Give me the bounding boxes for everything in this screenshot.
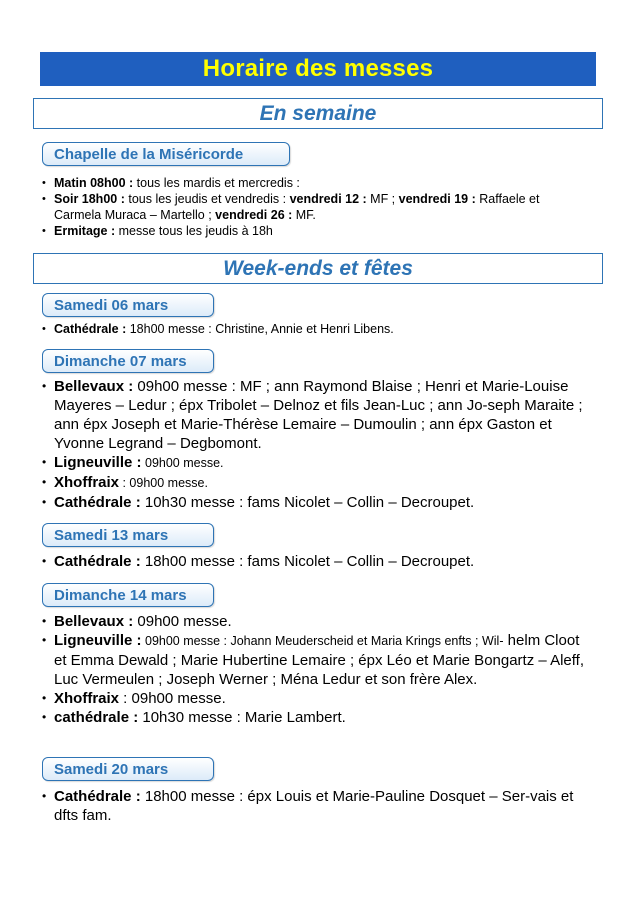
list-item: • Bellevaux : 09h00 messe. <box>42 612 590 631</box>
page-title: Horaire des messes <box>202 55 434 82</box>
day-list <box>42 552 590 571</box>
heading-day: Samedi 06 mars <box>42 293 214 317</box>
list-item: • Cathédrale : 18h00 messe : fams Nicolet – Collin – Decroupet. <box>42 552 590 571</box>
heading-day: Samedi 13 mars <box>42 523 214 547</box>
list-item: • Soir 18h00 : tous les jeudis et vendredis : vendredi 12 : MF ; vendredi 19 : Raffaele et Carmela Muraca – Martello ; vendredi 26 : MF. <box>42 191 590 223</box>
list-item: • Cathédrale : 18h00 messe : épx Louis et Marie-Pauline Dosquet – Ser-vais et dfts fam. <box>42 787 590 825</box>
list-item: • Cathédrale : 10h30 messe : fams Nicolet – Collin – Decroupet. <box>42 493 590 512</box>
list-item: • Matin 08h00 : tous les mardis et mercredis : <box>42 175 590 191</box>
heading-day: Samedi 20 mars <box>42 757 214 781</box>
day-list <box>42 787 590 825</box>
list-item: • Ligneuville : 09h00 messe. <box>42 453 590 473</box>
list-item: • Ermitage : messe tous les jeudis à 18h <box>42 223 590 239</box>
section-title-weekday: En semaine <box>259 101 377 125</box>
section-weekend <box>33 253 603 284</box>
list-item: • Xhoffraix : 09h00 messe. <box>42 689 590 708</box>
page-title-bar <box>40 52 596 86</box>
section-title-weekend: Week-ends et fêtes <box>223 256 413 280</box>
heading-chapelle: Chapelle de la Miséricorde <box>42 142 290 166</box>
list-item: • cathédrale : 10h30 messe : Marie Lambert. <box>42 708 590 727</box>
day-list <box>42 612 590 727</box>
day-list <box>42 321 590 337</box>
section-weekday <box>33 98 603 129</box>
heading-day: Dimanche 07 mars <box>42 349 214 373</box>
list-item: • Ligneuville : 09h00 messe : Johann Meuderscheid et Maria Krings enfts ; Wil- helm Cloot et Emma Dewald ; Marie Hubertine Lemaire ; épx Léo et Marie Bongartz – Aleff, Luc Vermeulen ; Joseph Werner ; Ména Ledur et son frère Alex. <box>42 631 590 689</box>
heading-day: Dimanche 14 mars <box>42 583 214 607</box>
day-list <box>42 377 590 512</box>
chapelle-list <box>42 175 590 239</box>
list-item: • Cathédrale : 18h00 messe : Christine, Annie et Henri Libens. <box>42 321 590 337</box>
list-item: • Xhoffraix : 09h00 messe. <box>42 473 590 493</box>
list-item: • Bellevaux : 09h00 messe : MF ; ann Raymond Blaise ; Henri et Marie-Louise Mayeres – Ledur ; épx Tribolet – Delnoz et fils Jean-Luc ; ann Jo-seph Maraite ; ann épx Joseph et Marie-Thérèse Lemaire – Dumoulin ; ann épx Gaston et Yvonne Legrand – Degbomont. <box>42 377 590 453</box>
